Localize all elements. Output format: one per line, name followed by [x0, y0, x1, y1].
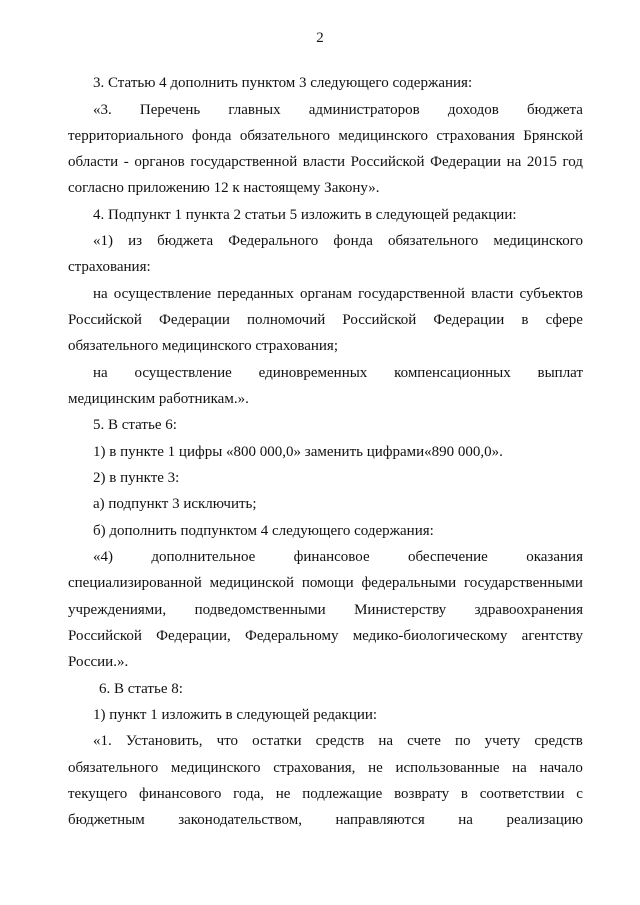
- word: учреждениями,: [68, 602, 167, 618]
- word: выплат: [537, 365, 583, 381]
- text-line: а) подпункт 3 исключить;: [93, 496, 257, 512]
- text-line: обязательного медицинского страхования;: [68, 338, 338, 354]
- word: бюджетным: [68, 812, 145, 828]
- text-line: [93, 284, 583, 304]
- word: медицинского: [338, 128, 429, 144]
- word: помощи: [301, 575, 354, 591]
- text-line: [93, 363, 583, 383]
- word: на: [512, 760, 527, 776]
- word: на: [458, 812, 473, 828]
- word: на: [93, 365, 108, 381]
- word: власти: [302, 154, 346, 170]
- word: по: [455, 733, 471, 749]
- word: федеральными: [361, 575, 457, 591]
- word: «1): [93, 233, 113, 249]
- word: осуществление: [113, 286, 212, 302]
- word: страхования,: [273, 760, 356, 776]
- word: специализированной: [68, 575, 202, 591]
- word: здравоохранения: [474, 602, 583, 618]
- word: финансовое: [293, 549, 370, 565]
- word: обязательного: [388, 233, 479, 249]
- word: не: [275, 786, 291, 802]
- word: Брянской: [523, 128, 583, 144]
- word: соответствии: [479, 786, 565, 802]
- word: обязательного: [68, 760, 159, 776]
- word: агентству: [521, 628, 583, 644]
- text-line: б) дополнить подпунктом 4 следующего содержания:: [93, 523, 434, 539]
- word: медицинской: [209, 575, 294, 591]
- text-line: [68, 310, 583, 330]
- word: оказания: [526, 549, 583, 565]
- word: бюджета: [527, 102, 583, 118]
- word: медицинского: [493, 233, 583, 249]
- word: органам: [299, 286, 352, 302]
- word: «3.: [93, 102, 112, 118]
- text-line: согласно приложению 12 к настоящему Закону».: [68, 180, 380, 196]
- text-line: [93, 231, 583, 251]
- word: на: [506, 154, 522, 170]
- word: не: [368, 760, 383, 776]
- word: реализацию: [506, 812, 583, 828]
- text-line: России.».: [68, 654, 129, 670]
- word: Российской: [350, 154, 425, 170]
- text-line: 3. Статью 4 дополнить пунктом 3 следующего содержания:: [93, 75, 473, 91]
- word: Министерству: [354, 602, 447, 618]
- word: территориального: [68, 128, 184, 144]
- word: Федерального: [228, 233, 319, 249]
- word: остатки: [252, 733, 302, 749]
- word: государственными: [463, 575, 583, 591]
- word: обеспечение: [407, 549, 488, 565]
- word: в: [521, 312, 529, 328]
- word: Российской: [342, 312, 417, 328]
- text-line: [68, 626, 583, 646]
- word: Федерации: [159, 312, 230, 328]
- word: направляются: [335, 812, 425, 828]
- word: органов: [134, 154, 185, 170]
- text-line: [68, 758, 583, 778]
- text-line: 5. В статье 6:: [93, 417, 177, 433]
- word: средств: [315, 733, 365, 749]
- text-line: [68, 126, 583, 146]
- word: обязательного: [239, 128, 331, 144]
- word: власти: [471, 286, 514, 302]
- word: на: [93, 286, 108, 302]
- word: счете: [407, 733, 441, 749]
- text-line: [68, 784, 583, 804]
- word: фонда: [191, 128, 232, 144]
- word: с: [576, 786, 583, 802]
- word: государственной: [190, 154, 298, 170]
- word: финансового: [139, 786, 222, 802]
- text-line: [93, 731, 583, 751]
- word: что: [216, 733, 239, 749]
- text-line: [68, 810, 583, 830]
- word: Федерации: [433, 312, 505, 328]
- text-line: 1) в пункте 1 цифры «800 000,0» заменить цифрами«890 000,0».: [93, 444, 503, 460]
- word: Федерации: [430, 154, 502, 170]
- word: полномочий: [247, 312, 326, 328]
- word: использованные: [395, 760, 500, 776]
- text-line: 1) пункт 1 изложить в следующей редакции:: [93, 707, 378, 723]
- text-line: медицинским работникам.».: [68, 391, 249, 407]
- text-line: [68, 152, 583, 172]
- word: осуществление: [134, 365, 232, 381]
- word: законодательством,: [178, 812, 302, 828]
- word: Федеральному: [245, 628, 339, 644]
- word: в: [460, 786, 469, 802]
- word: из: [128, 233, 143, 249]
- word: единовременных: [258, 365, 368, 381]
- text-line: страхования:: [68, 259, 151, 275]
- word: главных: [228, 102, 281, 118]
- text-line: 4. Подпункт 1 пункта 2 статьи 5 изложить в следующей редакции:: [93, 207, 517, 223]
- text-line: [93, 547, 583, 567]
- text-line: [93, 100, 583, 120]
- word: «1.: [93, 733, 112, 749]
- word: Российской: [68, 312, 142, 328]
- word: Федерации,: [156, 628, 231, 644]
- word: года,: [233, 786, 265, 802]
- word: страхования: [436, 128, 515, 144]
- word: начало: [539, 760, 583, 776]
- word: подведомственными: [194, 602, 326, 618]
- word: год: [562, 154, 583, 170]
- word: 2015: [526, 154, 557, 170]
- word: -: [123, 154, 129, 170]
- text-line: 6. В статье 8:: [99, 681, 183, 697]
- word: медико-биологическому: [352, 628, 508, 644]
- word: Российской: [68, 628, 142, 644]
- word: переданных: [217, 286, 294, 302]
- text-line: [68, 600, 583, 620]
- word: Установить,: [125, 733, 203, 749]
- word: субъектов: [519, 286, 583, 302]
- page-number: 2: [316, 30, 324, 46]
- word: доходов: [447, 102, 499, 118]
- word: сфере: [545, 312, 583, 328]
- word: на: [378, 733, 394, 749]
- word: «4): [93, 549, 113, 565]
- word: администраторов: [308, 102, 420, 118]
- word: компенсационных: [394, 365, 511, 381]
- word: фонда: [333, 233, 373, 249]
- word: области: [68, 154, 119, 170]
- word: Перечень: [139, 102, 201, 118]
- word: учету: [484, 733, 521, 749]
- word: медицинского: [170, 760, 261, 776]
- word: государственной: [358, 286, 465, 302]
- word: дополнительное: [151, 549, 256, 565]
- word: подлежащие: [302, 786, 383, 802]
- word: средств: [534, 733, 583, 749]
- word: бюджета: [157, 233, 214, 249]
- word: возврату: [394, 786, 450, 802]
- text-line: [68, 573, 583, 593]
- word: текущего: [68, 786, 128, 802]
- text-line: 2) в пункте 3:: [93, 470, 180, 486]
